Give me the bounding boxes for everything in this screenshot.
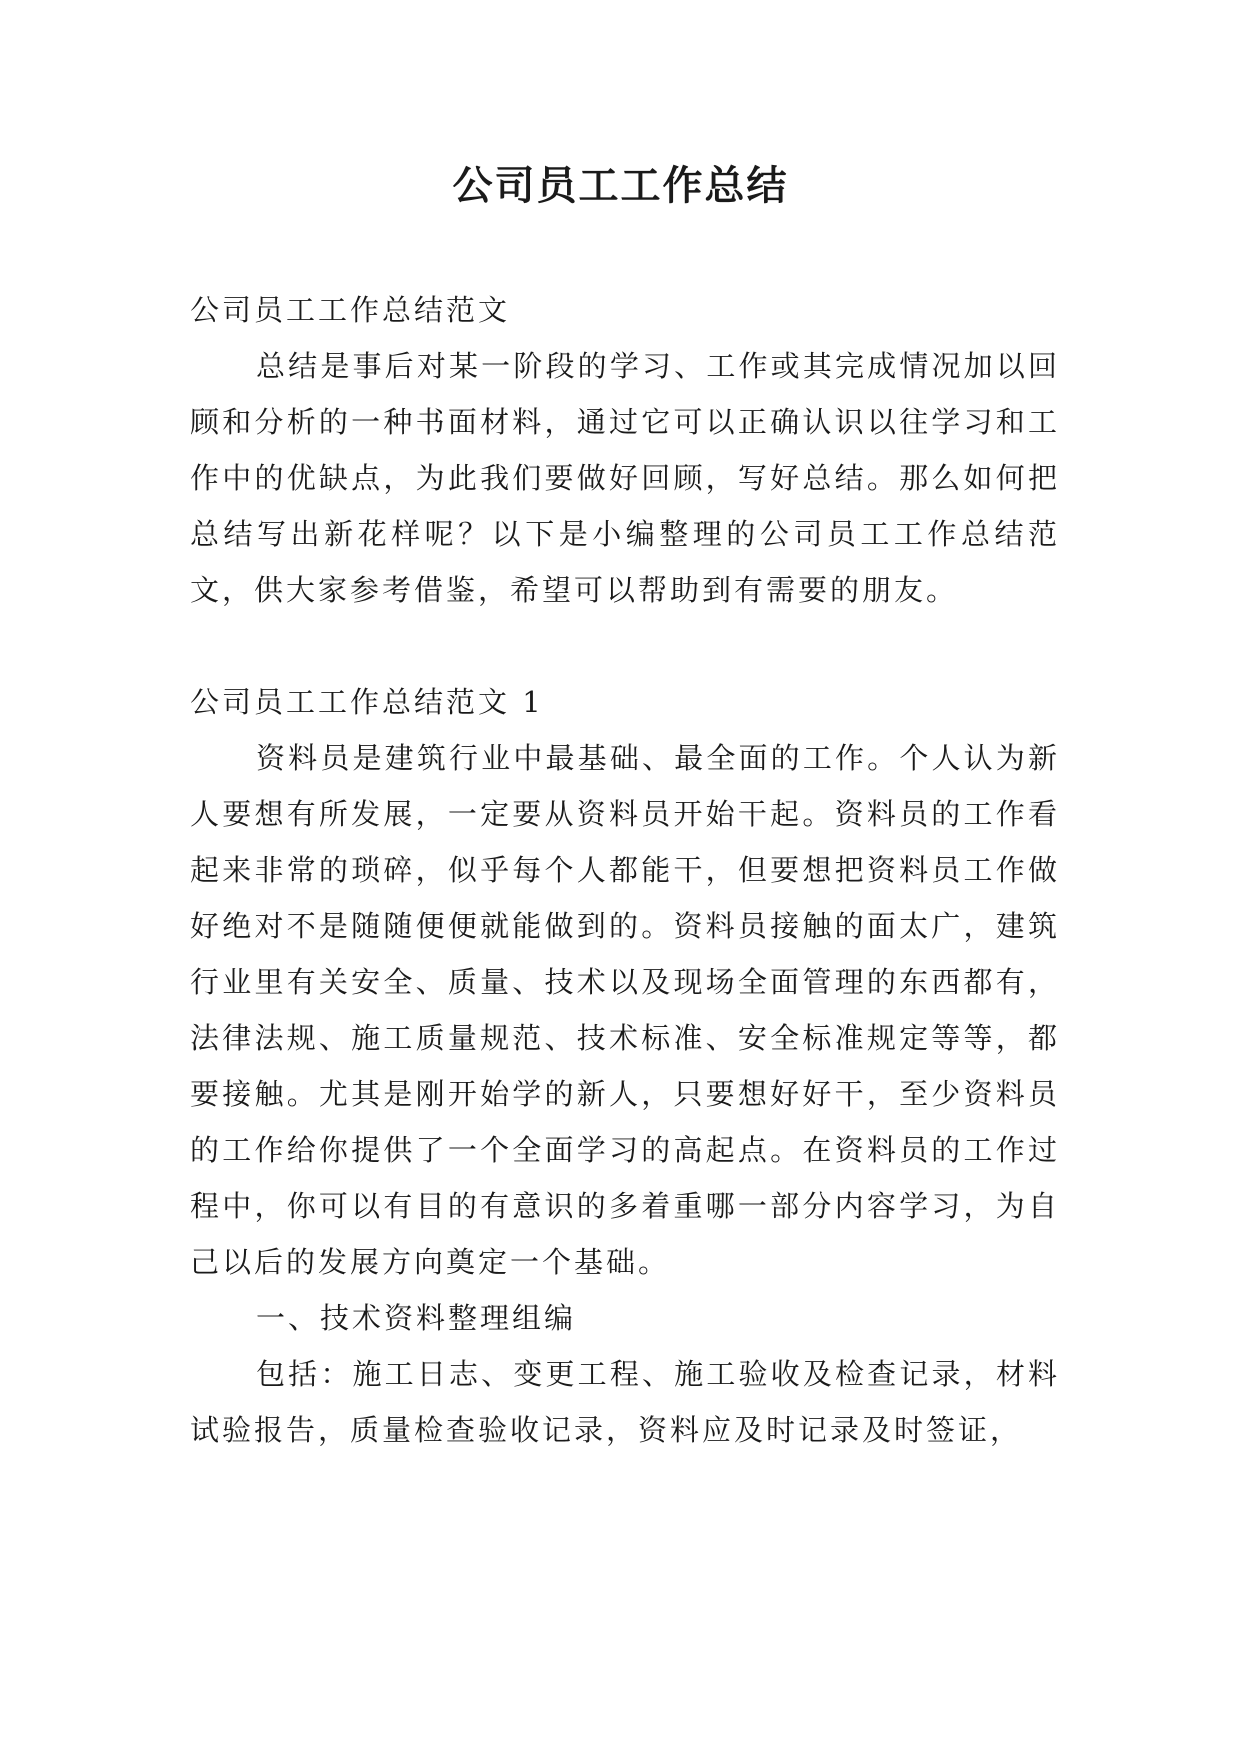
document-body: [190, 282, 1060, 1458]
document-title: 公司员工工作总结: [452, 162, 789, 209]
intro-heading: 公司员工工作总结范文: [190, 293, 511, 327]
sample-1-heading: 公司员工工作总结范文 1: [190, 685, 544, 719]
blank-line: [190, 618, 1060, 674]
intro-paragraph: 总结是事后对某一阶段的学习、工作或其完成情况加以回顾和分析的一种书面材料，通过它可以正确认识以往学习和工作中的优缺点，为此我们要做好回顾，写好总结。那么如何把总结写出新花样呢？以下是小编整理的公司员工工作总结范文，供大家参考借鉴，希望可以帮助到有需要的朋友。: [190, 349, 1060, 607]
sample-1-paragraph: 资料员是建筑行业中最基础、最全面的工作。个人认为新人要想有所发展，一定要从资料员开始干起。资料员的工作看起来非常的琐碎，似乎每个人都能干，但要想把资料员工作做好绝对不是随随便便就能做到的。资料员接触的面太广，建筑行业里有关安全、质量、技术以及现场全面管理的东西都有，法律法规、施工质量规范、技术标准、安全标准规定等等，都要接触。尤其是刚开始学的新人，只要想好好干，至少资料员的工作给你提供了一个全面学习的高起点。在资料员的工作过程中，你可以有目的有意识的多着重哪一部分内容学习，为自己以后的发展方向奠定一个基础。: [190, 741, 1060, 1279]
section-heading-technical-data: 一、技术资料整理组编: [256, 1301, 577, 1335]
section-paragraph-technical-data: 包括：施工日志、变更工程、施工验收及检查记录，材料试验报告，质量检查验收记录，资料应及时记录及时签证，: [190, 1357, 1060, 1447]
